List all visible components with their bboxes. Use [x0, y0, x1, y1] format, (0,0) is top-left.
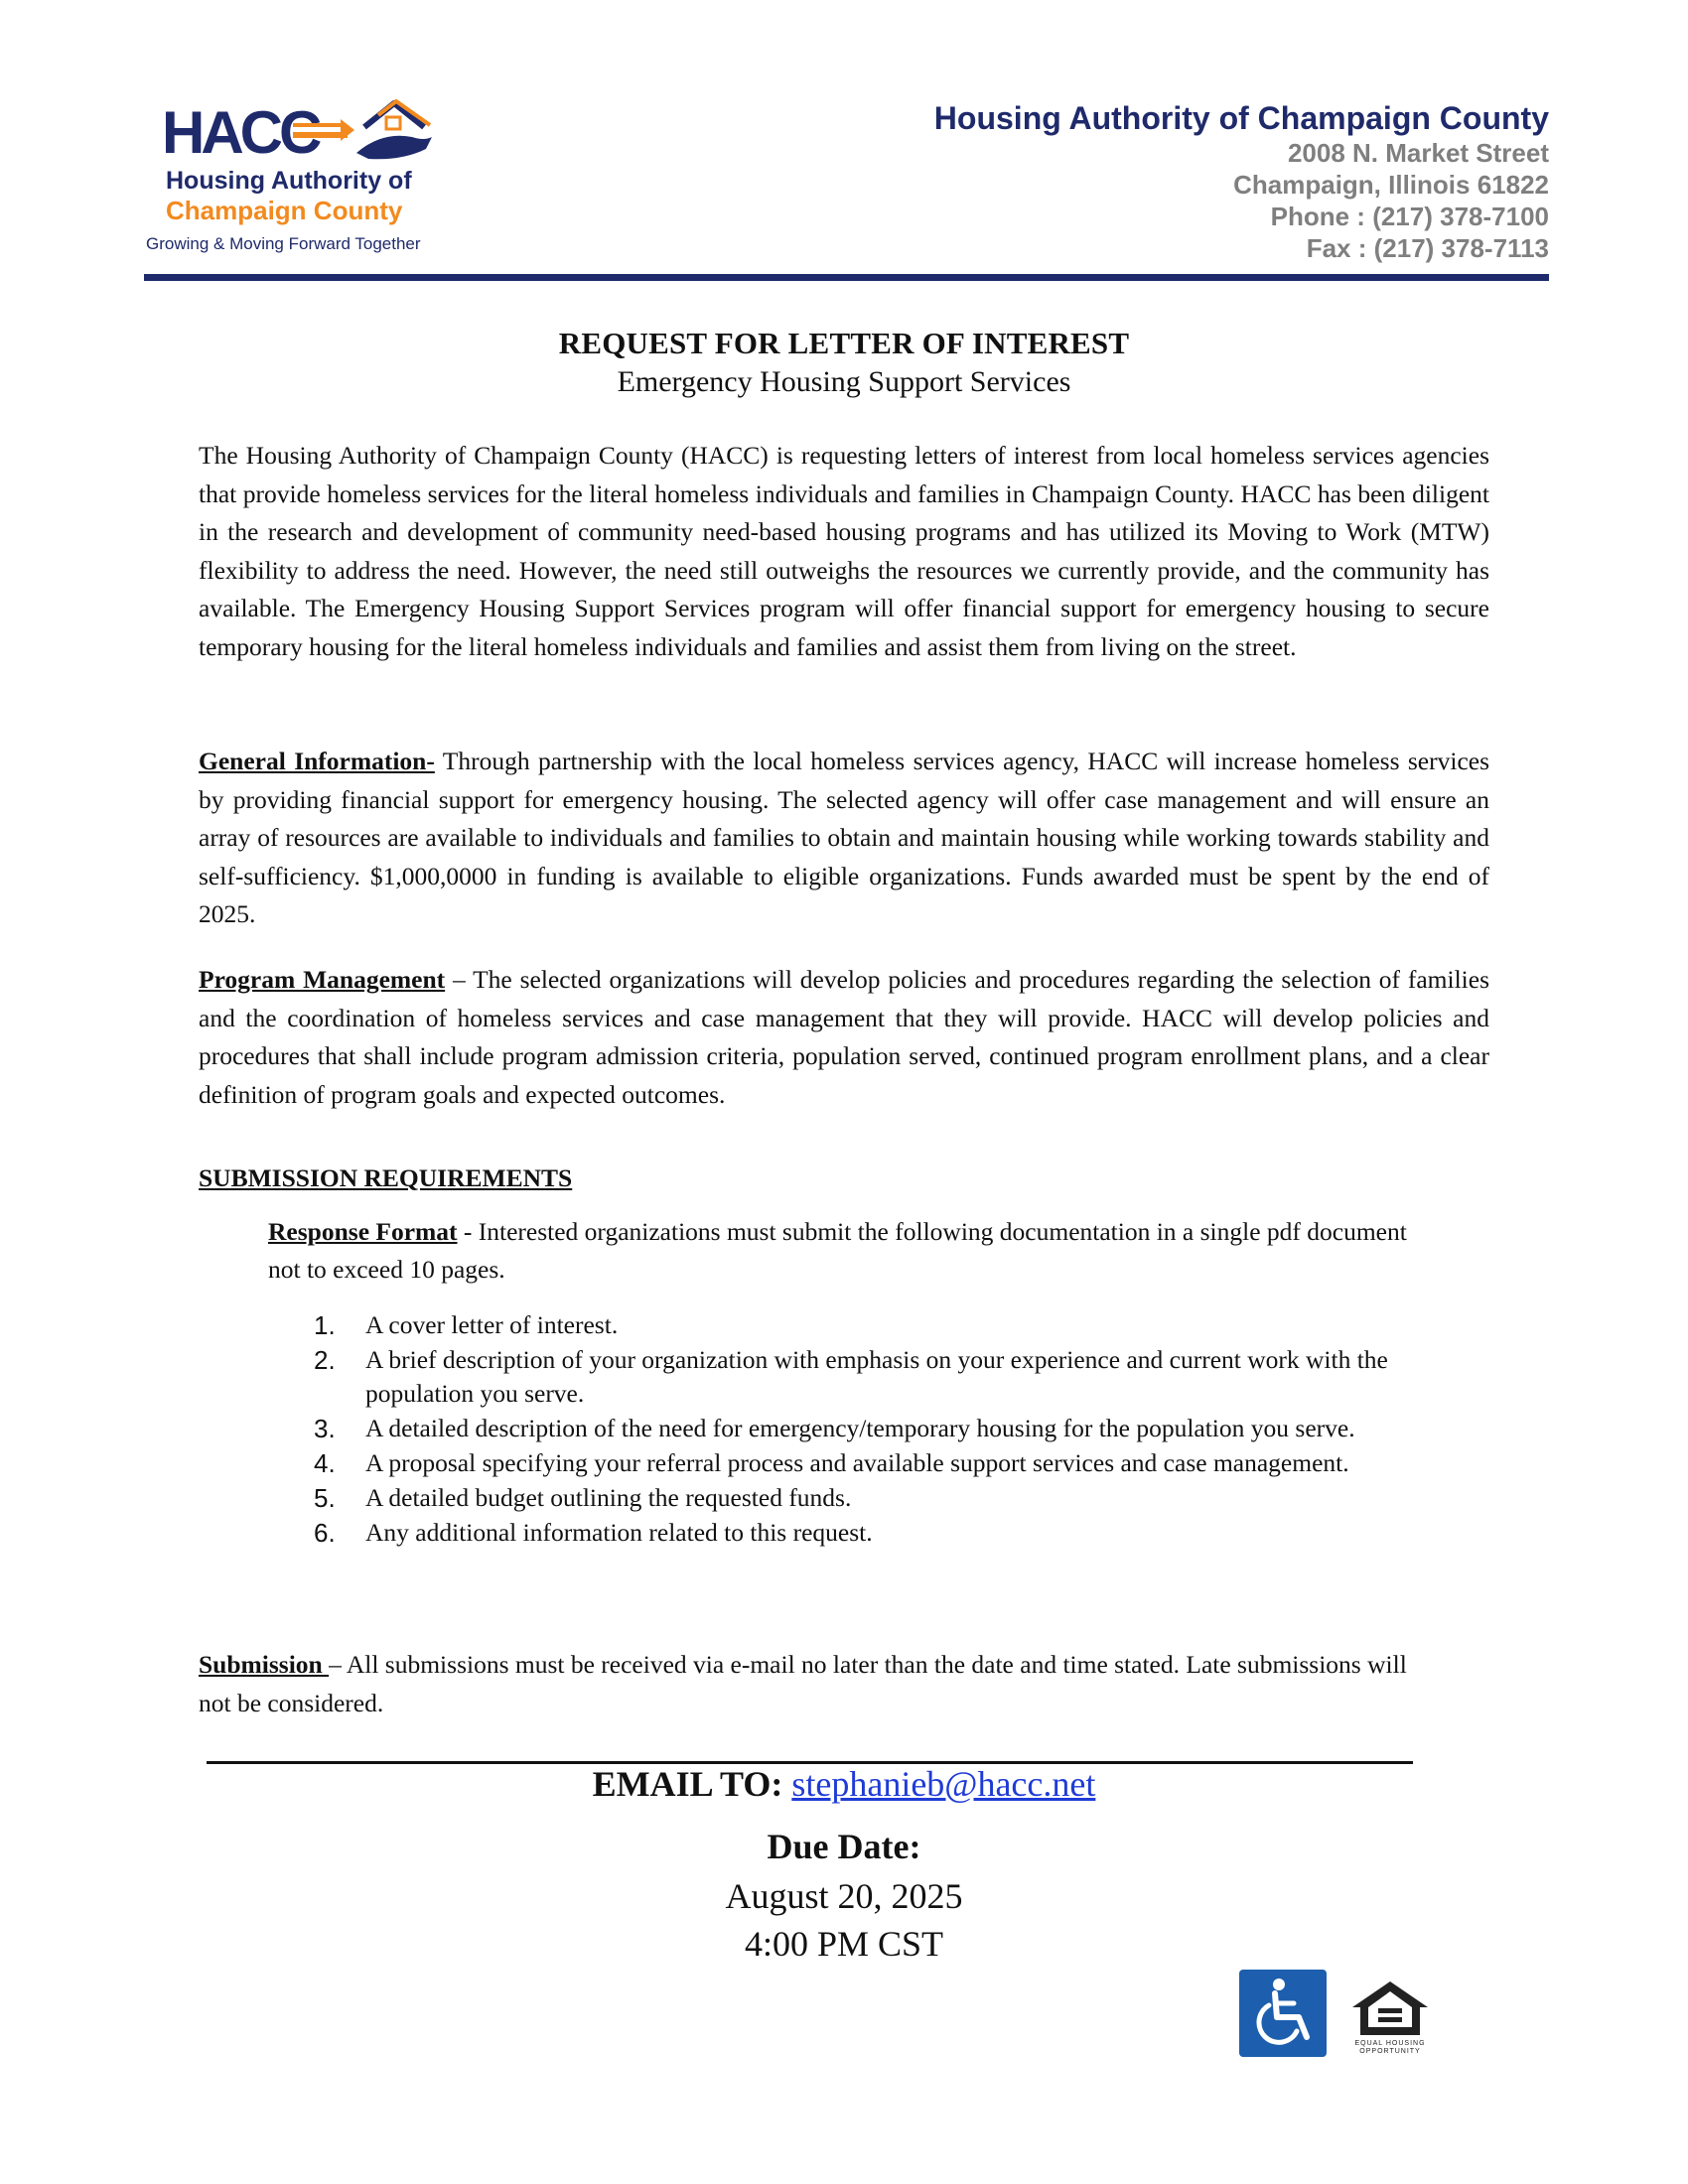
list-item	[268, 1446, 1410, 1480]
list-item-text: A proposal specifying your referral process and available support services and case management.	[365, 1448, 1349, 1477]
logo-org-line1: Housing Authority of	[166, 167, 412, 195]
list-item-text: A cover letter of interest.	[365, 1310, 619, 1339]
hacc-logo	[144, 97, 462, 261]
submission-paragraph	[199, 1646, 1430, 1722]
due-date-value: August 20, 2025	[725, 1876, 963, 1916]
response-format-text: - Interested organizations must submit the following documentation in a single pdf document not to exceed 10 pages.	[268, 1217, 1407, 1284]
due-date-label: Due Date:	[767, 1827, 921, 1866]
list-item-number: 1.	[314, 1310, 336, 1340]
document-title: REQUEST FOR LETTER OF INTEREST	[558, 326, 1130, 360]
contact-org-name: Housing Authority of Champaign County	[933, 100, 1549, 136]
submission-text: – All submissions must be received via e-mail no later than the date and time stated. Late submissions will not be considered.	[199, 1650, 1407, 1717]
list-item-number: 6.	[314, 1518, 336, 1548]
general-information-paragraph	[199, 743, 1489, 934]
program-management-heading: Program Management	[199, 965, 446, 994]
wheelchair-accessibility-icon	[1239, 1970, 1327, 2057]
document-subtitle: Emergency Housing Support Services	[617, 365, 1071, 398]
list-item-number: 5.	[314, 1483, 336, 1513]
list-item-number: 4.	[314, 1448, 336, 1478]
submission-heading: Submission	[199, 1650, 330, 1679]
list-item	[268, 1516, 1410, 1550]
eho-caption	[1346, 2040, 1434, 2056]
general-information-heading: General Information-	[199, 747, 435, 775]
logo-tagline: Growing & Moving Forward Together	[146, 234, 421, 253]
list-item-text: A brief description of your organization with emphasis on your experience and current work with the population you serve.	[365, 1345, 1388, 1408]
list-item	[268, 1481, 1410, 1515]
response-format-heading: Response Format	[268, 1217, 458, 1246]
eho-line2: OPPORTUNITY	[1359, 2048, 1421, 2055]
hacc-wordmark-icon	[144, 97, 452, 167]
due-time-value: 4:00 PM CST	[744, 1924, 944, 1964]
email-label: EMAIL TO:	[592, 1764, 783, 1804]
list-item	[268, 1308, 1410, 1342]
general-information-text: Through partnership with the local homeless services agency, HACC will increase homeless services by providing financial support for emergency housing. The selected agency will offer case management and will ensure an array of resources are available to individuals and families to obtain and maintain housing while working towards stability and self-sufficiency. $1,000,0000 in funding is available to eligible organizations. Funds awarded must be spent by the end of 2025.	[199, 747, 1490, 928]
contact-fax: Fax : (217) 378-7113	[1306, 233, 1549, 263]
header-divider	[144, 274, 1549, 281]
equal-housing-opportunity-icon	[1346, 1978, 1434, 2057]
contact-street: 2008 N. Market Street	[1287, 138, 1549, 168]
logo-org-line2: Champaign County	[166, 196, 403, 225]
list-item-number: 3.	[314, 1414, 336, 1443]
email-link[interactable]: stephanieb@hacc.net	[791, 1764, 1096, 1804]
contact-phone: Phone : (217) 378-7100	[1270, 202, 1549, 231]
program-management-text: – The selected organizations will develop policies and procedures regarding the selection of families and the coordination of homeless services and case management that they will provide. HACC will develop policies and procedures that shall include program admission criteria, population served, continued program enrollment plans, and a clear definition of program goals and expected outcomes.	[199, 965, 1490, 1109]
list-item-number: 2.	[314, 1345, 336, 1375]
email-line	[0, 1760, 1688, 1808]
list-item	[268, 1343, 1410, 1411]
list-item-text: A detailed budget outlining the requested funds.	[365, 1483, 852, 1512]
list-item-text: A detailed description of the need for emergency/temporary housing for the population you serve.	[365, 1414, 1355, 1442]
requirements-list	[268, 1308, 1410, 1551]
submission-requirements-heading: SUBMISSION REQUIREMENTS	[199, 1163, 573, 1192]
response-format-paragraph	[268, 1213, 1410, 1289]
program-management-paragraph	[199, 961, 1489, 1114]
eho-line1: EQUAL HOUSING	[1354, 2040, 1426, 2047]
list-item	[268, 1412, 1410, 1445]
list-item-text: Any additional information related to this request.	[365, 1518, 873, 1547]
contact-block	[934, 99, 1549, 264]
hacc-wordmark: HACC	[162, 99, 319, 166]
intro-paragraph: The Housing Authority of Champaign County (HACC) is requesting letters of interest from local homeless services agencies that provide homeless services for the literal homeless individuals and families in Champaign County. HACC has been diligent in the research and development of community need-based housing programs and has utilized its Moving to Work (MTW) flexibility to address the need. However, the need still outweighs the resources we currently provide, and the community has available. The Emergency Housing Support Services program will offer financial support for emergency housing to secure temporary housing for the literal homeless individuals and families and assist them from living on the street.	[199, 441, 1489, 661]
contact-city: Champaign, Illinois 61822	[1233, 170, 1549, 200]
